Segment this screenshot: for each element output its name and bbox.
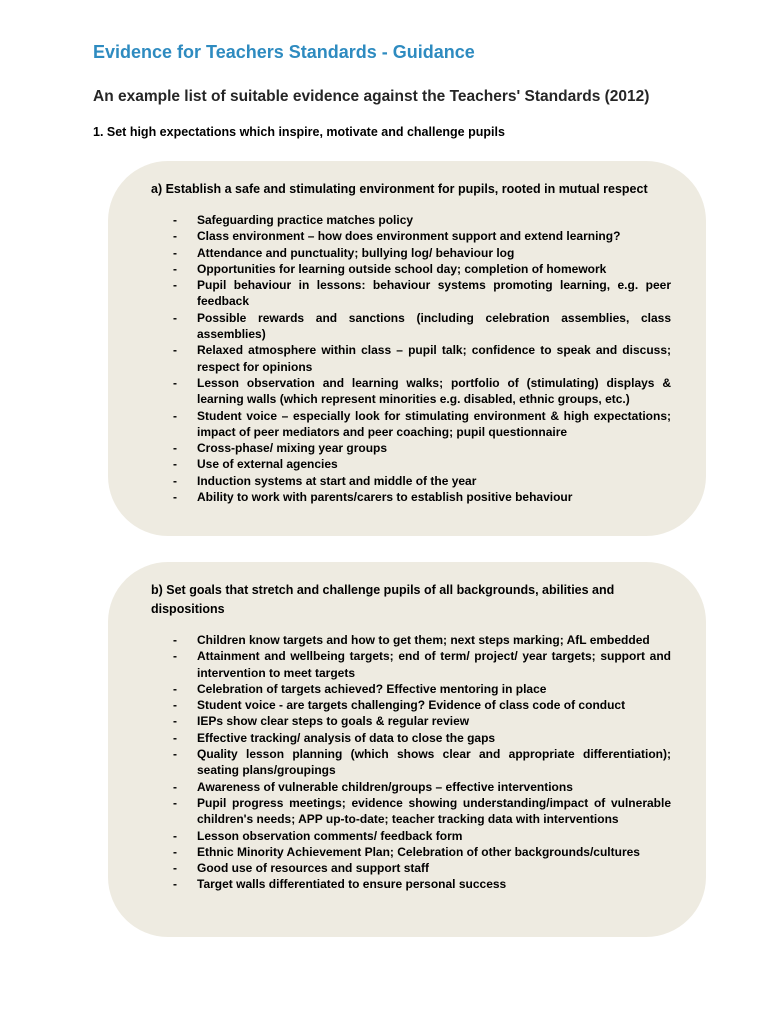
evidence-box-b — [108, 562, 706, 937]
list-item: - Lesson observation comments/ feedback form — [151, 828, 671, 844]
box-b-heading: b) Set goals that stretch and challenge pupils of all backgrounds, abilities and dispositions — [151, 583, 615, 616]
list-item: - Relaxed atmosphere within class – pupil talk; confidence to speak and discuss; respect for opinions — [151, 342, 671, 375]
list-item: - Ability to work with parents/carers to establish positive behaviour — [151, 489, 671, 505]
list-item: - Celebration of targets achieved? Effective mentoring in place — [151, 681, 671, 697]
list-item: - Student voice - are targets challenging? Evidence of class code of conduct — [151, 697, 671, 713]
list-item: - IEPs show clear steps to goals & regular review — [151, 713, 671, 729]
list-item: - Ethnic Minority Achievement Plan; Celebration of other backgrounds/cultures — [151, 844, 671, 860]
document-subtitle: An example list of suitable evidence against the Teachers' Standards (2012) — [93, 88, 650, 105]
list-item: - Attendance and punctuality; bullying log/ behaviour log — [151, 245, 671, 261]
list-item: - Good use of resources and support staff — [151, 860, 671, 876]
list-item: - Class environment – how does environment support and extend learning? — [151, 228, 671, 244]
list-item: - Lesson observation and learning walks; portfolio of (stimulating) displays & learning walls (which represent minorities e.g. disabled, ethnic groups, etc.) — [151, 375, 671, 408]
list-item: - Attainment and wellbeing targets; end of term/ project/ year targets; support and intervention to meet targets — [151, 648, 671, 681]
box-a-heading: a) Establish a safe and stimulating environment for pupils, rooted in mutual respect — [151, 182, 648, 196]
list-item: - Use of external agencies — [151, 456, 671, 472]
list-item: - Pupil progress meetings; evidence showing understanding/impact of vulnerable children's needs; APP up-to-date; teacher tracking data with interventions — [151, 795, 671, 828]
document-title: Evidence for Teachers Standards - Guidance — [93, 42, 475, 62]
list-item: - Safeguarding practice matches policy — [151, 212, 671, 228]
box-b-list — [151, 632, 671, 893]
list-item: - Cross-phase/ mixing year groups — [151, 440, 671, 456]
evidence-box-a — [108, 161, 706, 536]
list-item: - Pupil behaviour in lessons: behaviour systems promoting learning, e.g. peer feedback — [151, 277, 671, 310]
list-item: - Children know targets and how to get them; next steps marking; AfL embedded — [151, 632, 671, 648]
box-a-list — [151, 212, 671, 505]
list-item: - Target walls differentiated to ensure personal success — [151, 876, 671, 892]
list-item: - Student voice – especially look for stimulating environment & high expectations; impact of peer mediators and peer coaching; pupil questionnaire — [151, 408, 671, 441]
list-item: - Possible rewards and sanctions (including celebration assemblies, class assemblies) — [151, 310, 671, 343]
list-item: - Effective tracking/ analysis of data to close the gaps — [151, 730, 671, 746]
list-item: - Opportunities for learning outside school day; completion of homework — [151, 261, 671, 277]
list-item: - Induction systems at start and middle of the year — [151, 473, 671, 489]
list-item: - Awareness of vulnerable children/groups – effective interventions — [151, 779, 671, 795]
section-heading: 1. Set high expectations which inspire, motivate and challenge pupils — [93, 125, 505, 139]
list-item: - Quality lesson planning (which shows clear and appropriate differentiation); seating plans/groupings — [151, 746, 671, 779]
